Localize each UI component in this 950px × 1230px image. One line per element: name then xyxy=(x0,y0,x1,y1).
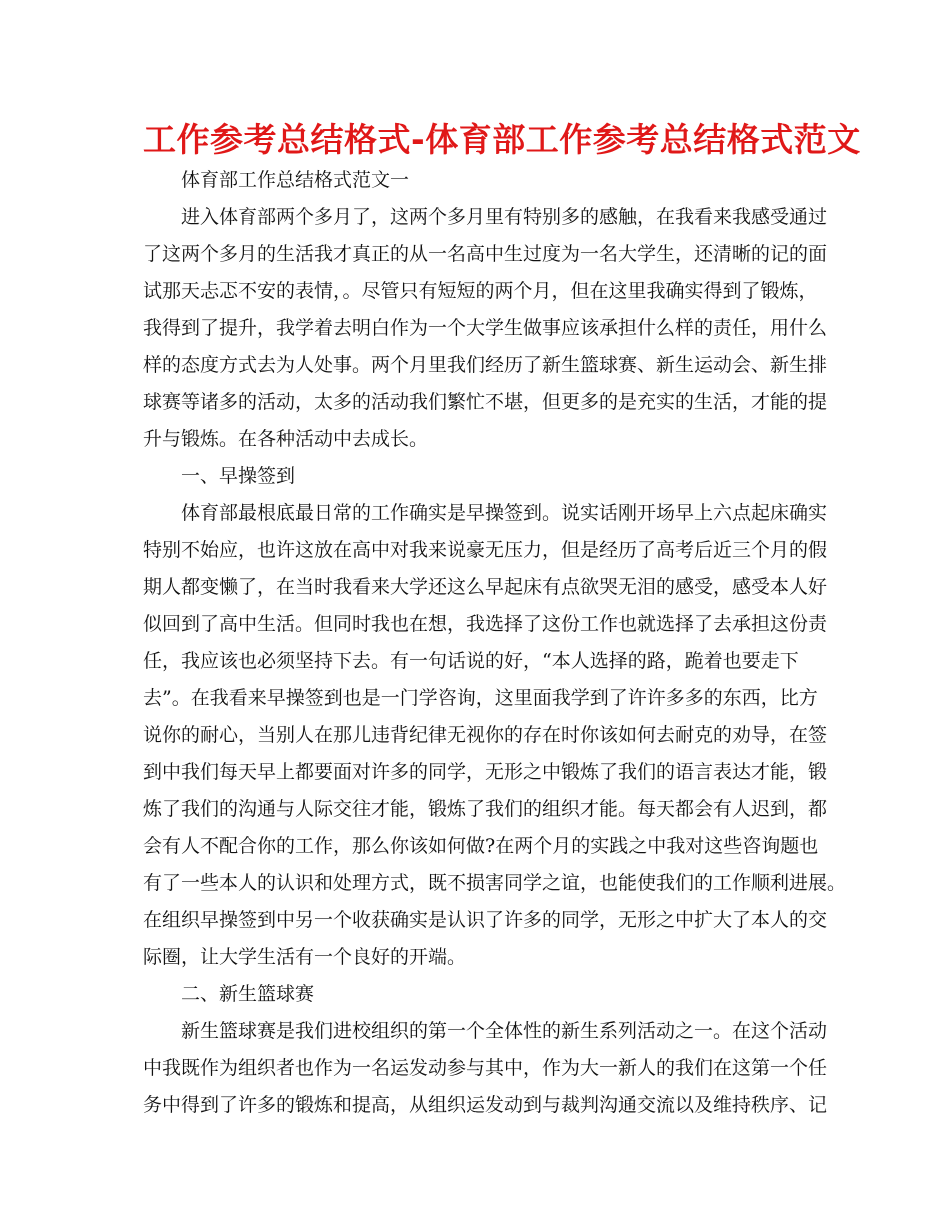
text-line: 说你的耐心，当别人在那儿违背纪律无视你的存在时你该如何去耐克的劝导，在签 xyxy=(143,724,828,746)
document-body xyxy=(143,162,847,1124)
text-line: 到中我们每天早上都要面对许多的同学，无形之中锻炼了我们的语言表达才能，锻 xyxy=(143,761,828,783)
text-line: 样的态度方式去为人处事。两个月里我们经历了新生篮球赛、新生运动会、新生排 xyxy=(143,354,828,376)
text-line: 会有人不配合你的工作，那么你该如何做?在两个月的实践之中我对这些咨询题也 xyxy=(143,835,819,857)
text-line: 了这两个多月的生活我才真正的从一名高中生过度为一名大学生，还清晰的记的面 xyxy=(143,243,828,265)
text-line: 进入体育部两个多月了，这两个多月里有特别多的感触，在我看来我感受通过 xyxy=(181,206,828,228)
text-line: 特别不始应，也许这放在高中对我来说豪无压力，但是经历了高考后近三个月的假 xyxy=(143,539,828,561)
text-line: 在组织早操签到中另一个收获确实是认识了许多的同学，无形之中扩大了本人的交 xyxy=(143,909,828,931)
text-line: 际圈，让大学生活有一个良好的开端。 xyxy=(143,946,467,968)
text-line: 升与锻炼。在各种活动中去成长。 xyxy=(143,428,429,450)
text-line: 中我既作为组织者也作为一名运发动参与其中，作为大一新人的我们在这第一个任 xyxy=(143,1057,828,1079)
text-line: 我得到了提升，我学着去明白作为一个大学生做事应该承担什么样的责任，用什么 xyxy=(143,317,828,339)
document-title: 工作参考总结格式-体育部工作参考总结格式范文 xyxy=(143,120,861,159)
text-line: 似回到了高中生活。但同时我也在想，我选择了这份工作也就选择了去承担这份责 xyxy=(143,613,828,635)
text-line: 一、早操签到 xyxy=(181,465,296,487)
text-line: 球赛等诸多的活动，太多的活动我们繁忙不堪，但更多的是充实的生活，才能的提 xyxy=(143,391,828,413)
text-line: 期人都变懒了，在当时我看来大学还这么早起床有点欲哭无泪的感受，感受本人好 xyxy=(143,576,828,598)
text-line: 体育部工作总结格式范文一 xyxy=(181,169,410,191)
text-line: 任，我应该也必须坚持下去。有一句话说的好，“本人选择的路，跪着也要走下 xyxy=(143,650,799,672)
text-line: 有了一些本人的认识和处理方式，既不损害同学之谊，也能使我们的工作顺利进展。 xyxy=(143,872,847,894)
text-line: 体育部最根底最日常的工作确实是早操签到。说实话刚开场早上六点起床确实 xyxy=(181,502,828,524)
text-line: 去”。在我看来早操签到也是一门学咨询，这里面我学到了许许多多的东西，比方 xyxy=(143,687,818,709)
text-line: 务中得到了许多的锻炼和提高，从组织运发动到与裁判沟通交流以及维持秩序、记 xyxy=(143,1094,828,1116)
text-line: 二、新生篮球赛 xyxy=(181,983,315,1005)
text-line: 试那天忐忑不安的表情，。尽管只有短短的两个月，但在这里我确实得到了锻炼， xyxy=(143,280,818,302)
text-line: 炼了我们的沟通与人际交往才能，锻炼了我们的组织才能。每天都会有人迟到，都 xyxy=(143,798,828,820)
document-page xyxy=(143,118,861,1124)
text-line: 新生篮球赛是我们进校组织的第一个全体性的新生系列活动之一。在这个活动 xyxy=(181,1020,828,1042)
